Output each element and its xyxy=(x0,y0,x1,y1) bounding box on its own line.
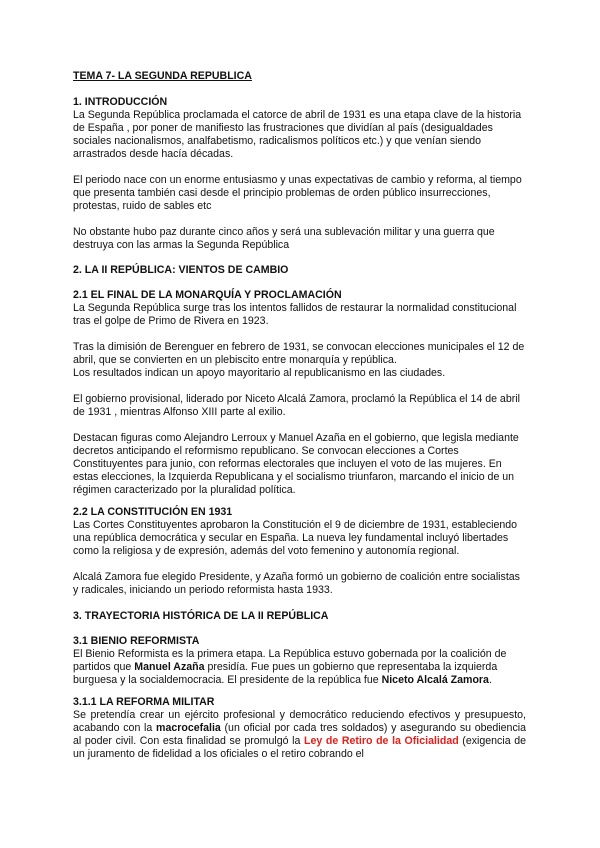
section-3-heading: 3. TRAYECTORIA HISTÓRICA DE LA II REPÚBLICA xyxy=(73,610,329,622)
section-2-1-heading: 2.1 EL FINAL DE LA MONARQUÍA Y PROCLAMACIÓN xyxy=(73,289,342,301)
section-3-1-text-a: El Bienio Reformista es la primera etapa. La República estuvo gobernada por la coalición de partidos que xyxy=(73,648,507,673)
section-3-1-text-e: . xyxy=(488,674,492,686)
section-3-1-1-heading: 3.1.1 LA REFORMA MILITAR xyxy=(73,696,215,708)
section-1-paragraph-3: No obstante hubo paz durante cinco años y será una sublevación militar y una guerra que destruya con las armas la Segunda República xyxy=(73,226,495,251)
document-title: TEMA 7- LA SEGUNDA REPUBLICA xyxy=(73,70,252,82)
section-2-1-paragraph-2a: Tras la dimisión de Berenguer en febrero de 1931, se convocan elecciones municipales el 12 de abril, que se convierten en un plebiscito entre monarquía y república. xyxy=(73,341,525,366)
section-3-1-paragraph-1 xyxy=(73,648,526,687)
section-3-1-1-paragraph-1 xyxy=(73,709,526,761)
macrocefalia-bold: macrocefalia xyxy=(156,722,221,734)
section-2-1-paragraph-4: Destacan figuras como Alejandro Lerroux y Manuel Azaña en el gobierno, que legisla mediante decretos anticipando el reformismo republicano. Se convocan elecciones a Cortes Constituyentes para junio, con reformas electorales que incluyen el voto de las mujeres. En estas elecciones, la Izquierda Republicana y el socialismo triunfaron, marcando el inicio de un régimen caracterizado por la pluralidad política. xyxy=(73,432,519,496)
section-2-1-paragraph-2 xyxy=(73,341,526,380)
section-2-1-paragraph-1: La Segunda República surge tras los intentos fallidos de restaurar la normalidad constitucional tras el golpe de Primo de Rivera en 1923. xyxy=(73,302,517,327)
section-2-2-paragraph-2: Alcalá Zamora fue elegido Presidente, y Azaña formó un gobierno de coalición entre socialistas y radicales, iniciando un periodo reformista hasta 1933. xyxy=(73,571,520,596)
section-3-1-1-text-a: Se pretendía crear un ejército profesional y democrático reduciendo efectivos y presupuesto, acabando con la xyxy=(73,709,526,734)
section-2-1-paragraph-2b: Los resultados indican un apoyo mayoritario al republicanismo en las ciudades. xyxy=(73,367,446,379)
section-1-paragraph-2: El periodo nace con un enorme entusiasmo y unas expectativas de cambio y reforma, al tiempo que presenta también casi desde el principio problemas de orden público insurrecciones, protestas, ruido de sables etc xyxy=(73,174,522,212)
section-1-paragraph-1: La Segunda República proclamada el catorce de abril de 1931 es una etapa clave de la historia de España , por poner de manifiesto las frustraciones que dividían al país (desigualdades sociales nacionalismos, analfabetismo, radicalismos políticos etc.) y que venían siendo arrastrados desde hacía décadas. xyxy=(73,109,522,160)
section-2-1-paragraph-3: El gobierno provisional, liderado por Niceto Alcalá Zamora, proclamó la República el 14 de abril de 1931 , mientras Alfonso XIII parte al exilio. xyxy=(73,393,520,418)
section-2-2-paragraph-1: Las Cortes Constituyentes aprobaron la Constitución el 9 de diciembre de 1931, estableciendo una república democrática y secular en España. La nueva ley fundamental incluyó libertades como la religiosa y de expresión, además del voto femenino y autonomía regional. xyxy=(73,519,518,557)
section-2-2-heading: 2.2 LA CONSTITUCIÓN EN 1931 xyxy=(73,506,233,518)
section-3-1-1-text-c: (un oficial por cada tres soldados) y asegurando su obediencia al poder civil. Con esta finalidad se promulgó la xyxy=(73,722,526,747)
section-2-heading: 2. LA II REPÚBLICA: VIENTOS DE CAMBIO xyxy=(73,264,289,276)
section-3-1-heading: 3.1 BIENIO REFORMISTA xyxy=(73,635,200,647)
section-1-heading: 1. INTRODUCCIÓN xyxy=(73,96,168,108)
section-3-1-1-text-e: (exigencia de un juramento de fidelidad a los oficiales o el retiro cobrando el xyxy=(73,735,526,760)
ley-retiro-oficialidad-highlight: Ley de Retiro de la Oficialidad xyxy=(304,735,459,747)
niceto-alcala-zamora-bold: Niceto Alcalá Zamora xyxy=(381,674,489,686)
manuel-azana-bold: Manuel Azaña xyxy=(134,661,205,673)
section-3-1-text-c: presidía. Fue pues un gobierno que representaba la izquierda burguesa y la socialdemocracia. El presidente de la república fue xyxy=(73,661,498,686)
